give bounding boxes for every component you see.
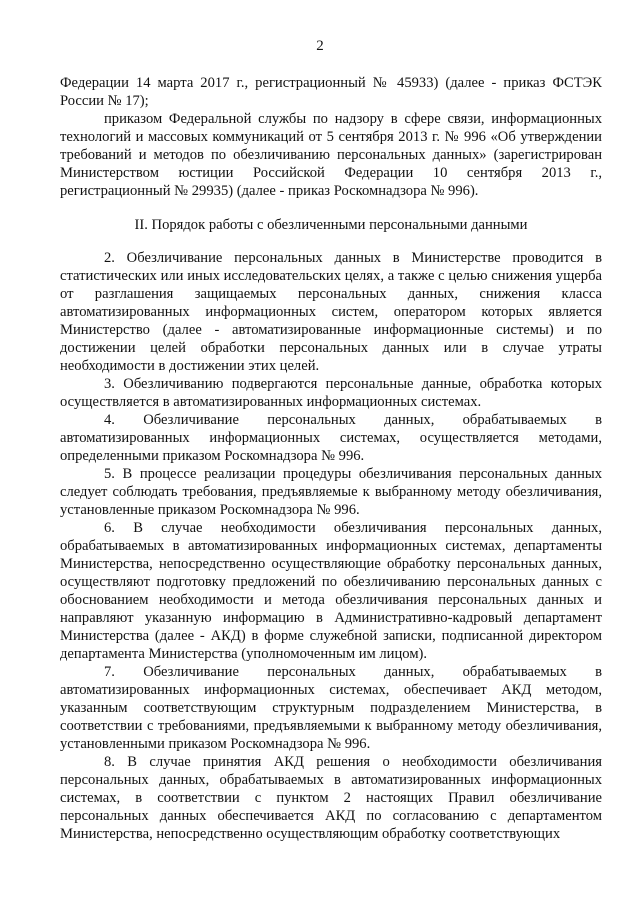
paragraph-3: 3. Обезличиванию подвергаются персональные данные, обработка которых осуществляется в автоматизированных информационных системах. [60,376,602,410]
paragraph-8: 8. В случае принятия АКД решения о необходимости обезличивания персональных данных, обрабатываемых в автоматизированных информационных системах, в соответствии с пунктом 2 настоящих Правил обезличивание персональных данных обеспечивается АКД по согласованию с департаментом Министерства, непосредственно осуществляющим обработку соответствующих [60,754,602,842]
page-number: 2 [316,38,324,54]
paragraph-roskomnadzor-order: приказом Федеральной службы по надзору в сфере связи, информационных технологий и массовых коммуникаций от 5 сентября 2013 г. № 996 «Об утверждении требований и методов по обезличиванию персональных данных» (зарегистрирован Министерством юстиции Российской Федерации 10 сентября 2013 г., регистрационный № 29935) (далее - приказ Роскомнадзора № 996). [60,111,602,199]
document-body [60,74,602,843]
paragraph-continuation: Федерации 14 марта 2017 г., регистрационный № 45933) (далее - приказ ФСТЭК России № 17); [60,75,602,109]
section-heading: II. Порядок работы с обезличенными персональными данными [134,217,528,233]
paragraph-4: 4. Обезличивание персональных данных, обрабатываемых в автоматизированных информационных системах, осуществляется методами, определенными приказом Роскомнадзора № 996. [60,412,602,464]
paragraph-5: 5. В процессе реализации процедуры обезличивания персональных данных следует соблюдать требования, предъявляемые к выбранному методу обезличивания, установленные приказом Роскомнадзора № 996. [60,466,602,518]
paragraph-6: 6. В случае необходимости обезличивания персональных данных, обрабатываемых в автоматизированных информационных системах, департаменты Министерства, непосредственно осуществляющие обработку персональных данных, осуществляют подготовку предложений по обезличиванию персональных данных с обоснованием необходимости и метода обезличивания персональных данных и направляют указанную информацию в Административно-кадровый департамент Министерства (далее - АКД) в форме служебной записки, подписанной директором департамента Министерства (уполномоченным им лицом). [60,520,602,662]
paragraph-7: 7. Обезличивание персональных данных, обрабатываемых в автоматизированных информационных системах, обеспечивает АКД методом, указанным соответствующим структурным подразделением Министерства, в соответствии с требованиями, предъявляемыми к выбранному методу обезличивания, установленными приказом Роскомнадзора № 996. [60,664,602,752]
paragraph-2: 2. Обезличивание персональных данных в Министерстве проводится в статистических или иных исследовательских целях, а также с целью снижения ущерба от разглашения защищаемых персональных данных, снижения класса автоматизированных информационных систем, оператором которых является Министерство (далее - автоматизированные информационные системы) и по достижении целей обработки персональных данных или в случае утраты необходимости в достижении этих целей. [60,250,602,374]
